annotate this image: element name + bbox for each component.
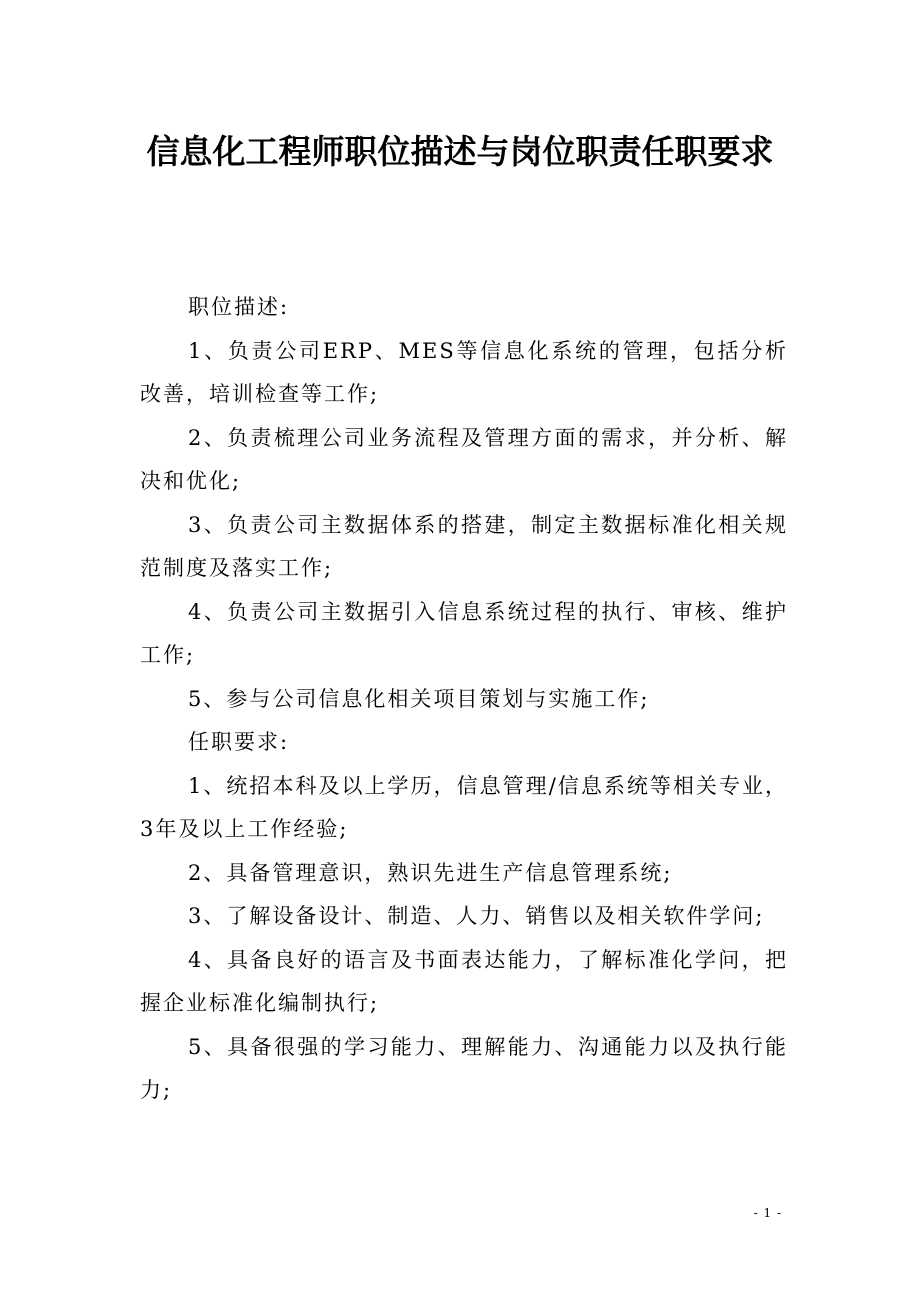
paragraph-requirement-item-3: 3、了解设备设计、制造、人力、销售以及相关软件学问; bbox=[188, 904, 765, 928]
paragraph-section-heading-requirements: 任职要求: bbox=[188, 730, 290, 754]
paragraph-requirement-item-5: 5、具备很强的学习能力、理解能力、沟通能力以及执行能力; bbox=[140, 1034, 788, 1102]
paragraph-description-item-4: 4、负责公司主数据引入信息系统过程的执行、审核、维护工作; bbox=[140, 599, 788, 667]
page-number: - 1 - bbox=[753, 1206, 782, 1220]
paragraph-description-item-5: 5、参与公司信息化相关项目策划与实施工作; bbox=[188, 686, 650, 711]
paragraph-description-item-3: 3、负责公司主数据体系的搭建，制定主数据标准化相关规范制度及落实工作; bbox=[140, 512, 788, 580]
paragraph-description-item-2: 2、负责梳理公司业务流程及管理方面的需求，并分析、解决和优化; bbox=[140, 425, 788, 493]
paragraph-section-heading-description: 职位描述: bbox=[188, 295, 290, 319]
paragraph-description-item-1: 1、负责公司ERP、MES等信息化系统的管理，包括分析改善，培训检查等工作; bbox=[140, 338, 788, 406]
paragraph-requirement-item-4: 4、具备良好的语言及书面表达能力，了解标准化学问，把握企业标准化编制执行; bbox=[140, 947, 788, 1015]
document-title: 信息化工程师职位描述与岗位职责任职要求 bbox=[146, 132, 774, 171]
paragraph-requirement-item-1: 1、统招本科及以上学历，信息管理/信息系统等相关专业，3年及以上工作经验; bbox=[140, 773, 788, 841]
document-body bbox=[140, 286, 788, 1113]
paragraph-requirement-item-2: 2、具备管理意识，熟识先进生产信息管理系统; bbox=[188, 860, 673, 885]
